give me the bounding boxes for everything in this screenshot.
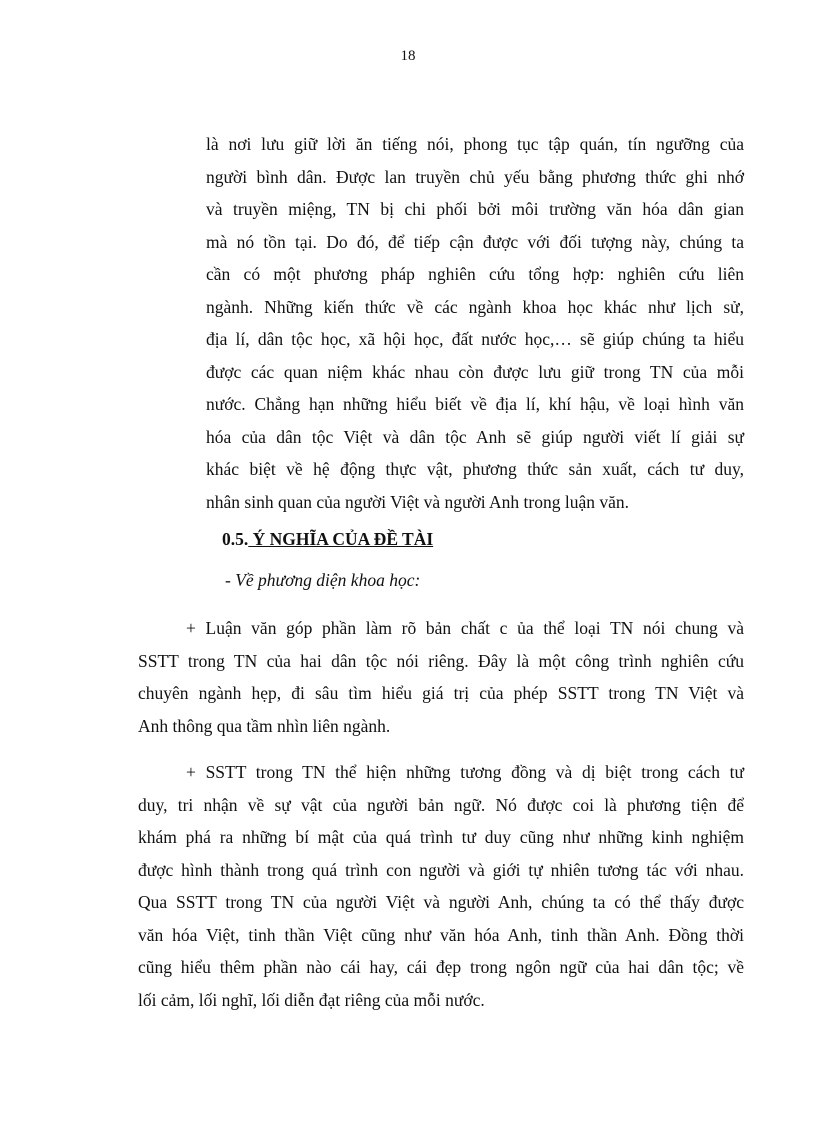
paragraph-line: hóa của dân tộc Việt và dân tộc Anh sẽ giúp người viết lí giải sự	[206, 426, 744, 447]
paragraph-line: địa lí, dân tộc học, xã hội học, đất nước học,… sẽ giúp chúng ta hiểu	[206, 329, 744, 349]
section-heading	[222, 526, 433, 552]
paragraph-line: được hình thành trong quá trình con người và giới tự nhiên tương tác với nhau.	[138, 859, 744, 880]
section-subheading: - Về phương diện khoa học:	[225, 570, 421, 590]
paragraph-line: ngành. Những kiến thức về các ngành khoa học khác như lịch sử,	[206, 296, 744, 317]
paragraph-line: người bình dân. Được lan truyền chủ yếu bằng phương thức ghi nhớ	[206, 166, 744, 187]
paragraph-line: Qua SSTT trong TN của người Việt và người Anh, chúng ta có thể thấy được	[138, 892, 744, 912]
intro-paragraph	[206, 128, 744, 518]
paragraph-line: duy, tri nhận về sự vật của người bản ngữ. Nó được coi là phương tiện để	[138, 794, 744, 815]
paragraph-line: được các quan niệm khác nhau còn được lưu giữ trong TN của mỗi	[206, 361, 744, 382]
paragraph-line: và truyền miệng, TN bị chi phối bởi môi trường văn hóa dân gian	[206, 199, 744, 219]
paragraph-line: mà nó tồn tại. Do đó, để tiếp cận được với đối tượng này, chúng ta	[206, 231, 744, 252]
paragraph-line: SSTT trong TN của hai dân tộc nói riêng. Đây là một công trình nghiên cứu	[138, 650, 744, 671]
point-two-paragraph	[138, 756, 744, 1016]
paragraph-line: chuyên ngành hẹp, đi sâu tìm hiểu giá trị của phép SSTT trong TN Việt và	[138, 683, 744, 703]
paragraph-line: là nơi lưu giữ lời ăn tiếng nói, phong tục tập quán, tín ngưỡng của	[206, 134, 744, 154]
paragraph-line: cần có một phương pháp nghiên cứu tổng hợp: nghiên cứu liên	[206, 264, 744, 284]
page-number: 18	[400, 48, 416, 64]
paragraph-line: văn hóa Việt, tinh thần Việt cũng như văn hóa Anh, tinh thần Anh. Đồng thời	[138, 924, 744, 945]
paragraph-line: khác biệt về hệ động thực vật, phương thức sản xuất, cách tư duy,	[206, 459, 744, 479]
paragraph-line: nước. Chẳng hạn những hiểu biết về địa lí, khí hậu, về loại hình văn	[206, 394, 744, 414]
paragraph-line: khám phá ra những bí mật của quá trình tư duy cũng như những kinh nghiệm	[138, 827, 744, 847]
paragraph-line: cũng hiểu thêm phần nào cái hay, cái đẹp trong ngôn ngữ của hai dân tộc; về	[138, 957, 744, 977]
point-one-paragraph	[138, 612, 744, 742]
paragraph-line: Anh thông qua tầm nhìn liên ngành.	[138, 715, 391, 736]
section-title: Ý NGHĨA CỦA ĐỀ TÀI	[248, 529, 434, 549]
paragraph-line: nhân sinh quan của người Việt và người Anh trong luận văn.	[206, 491, 629, 512]
paragraph-line: + SSTT trong TN thể hiện những tương đồng và dị biệt trong cách tư	[186, 762, 744, 782]
paragraph-line: + Luận văn góp phần làm rõ bản chất c ủa thể loại TN nói chung và	[186, 618, 744, 638]
section-number: 0.5.	[222, 529, 249, 549]
paragraph-line: lối cảm, lối nghĩ, lối diễn đạt riêng của mỗi nước.	[138, 989, 485, 1010]
